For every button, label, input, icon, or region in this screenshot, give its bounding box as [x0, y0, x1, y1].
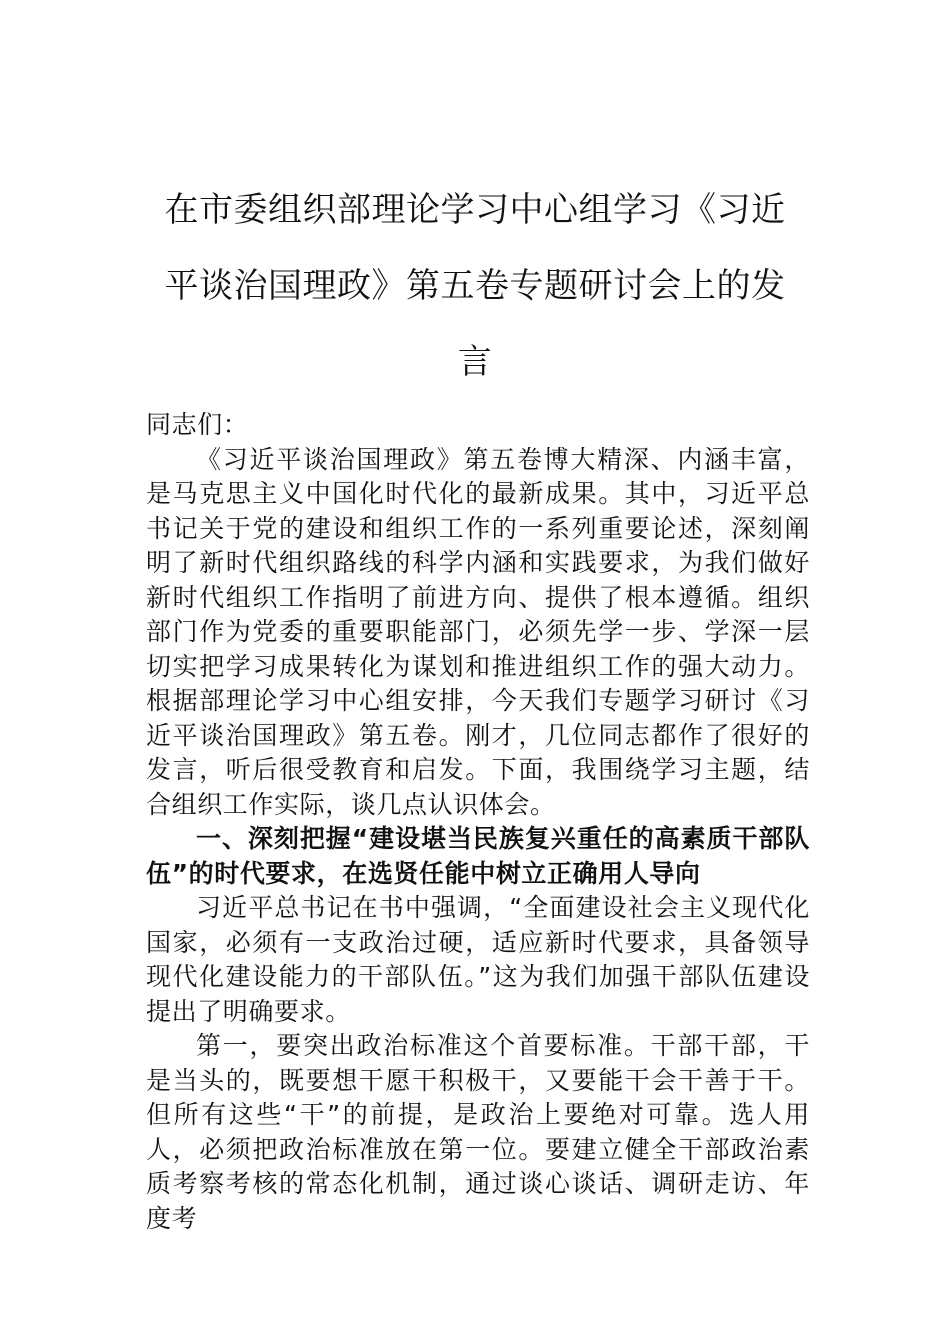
document-title: 在市委组织部理论学习中心组学习《习近平谈治国理政》第五卷专题研讨会上的发言 — [164, 190, 786, 382]
intro-paragraph: 《习近平谈治国理政》第五卷博大精深、内涵丰富，是马克思主义中国化时代化的最新成果。其中，习近平总书记关于党的建设和组织工作的一系列重要论述，深刻阐明了新时代组织路线的科学内涵和实践要求，为我们做好新时代组织工作指明了前进方向、提供了根本遵循。组织部门作为党委的重要职能部门，必须先学一步、学深一层切实把学习成果转化为谋划和推进组织工作的强大动力。根据部理论学习中心组安排，今天我们专题学习研讨《习近平谈治国理政》第五卷。刚才，几位同志都作了很好的发言，听后很受教育和启发。下面，我围绕学习主题，结合组织工作实际，谈几点认识体会。 — [146, 444, 810, 819]
salutation: 同志们： — [146, 410, 249, 439]
section-paragraph: 习近平总书记在书中强调，“全面建设社会主义现代化国家，必须有一支政治过硬，适应新时代要求，具备领导现代化建设能力的干部队伍。”这为我们加强干部队伍建设提出了明确要求。 — [146, 893, 810, 1026]
document-body — [146, 408, 810, 1236]
section-paragraph: 第一，要突出政治标准这个首要标准。干部干部，干是当头的，既要想干愿干积极干，又要能干会干善于干。但所有这些“干”的前提，是政治上要绝对可靠。选人用人，必须把政治标准放在第一位。要建立健全干部政治素质考察考核的常态化机制，通过谈心谈话、调研走访、年度考 — [146, 1031, 810, 1233]
section-heading: 一、深刻把握“建设堪当民族复兴重任的高素质干部队伍”的时代要求，在选贤任能中树立正确用人导向 — [146, 824, 810, 888]
